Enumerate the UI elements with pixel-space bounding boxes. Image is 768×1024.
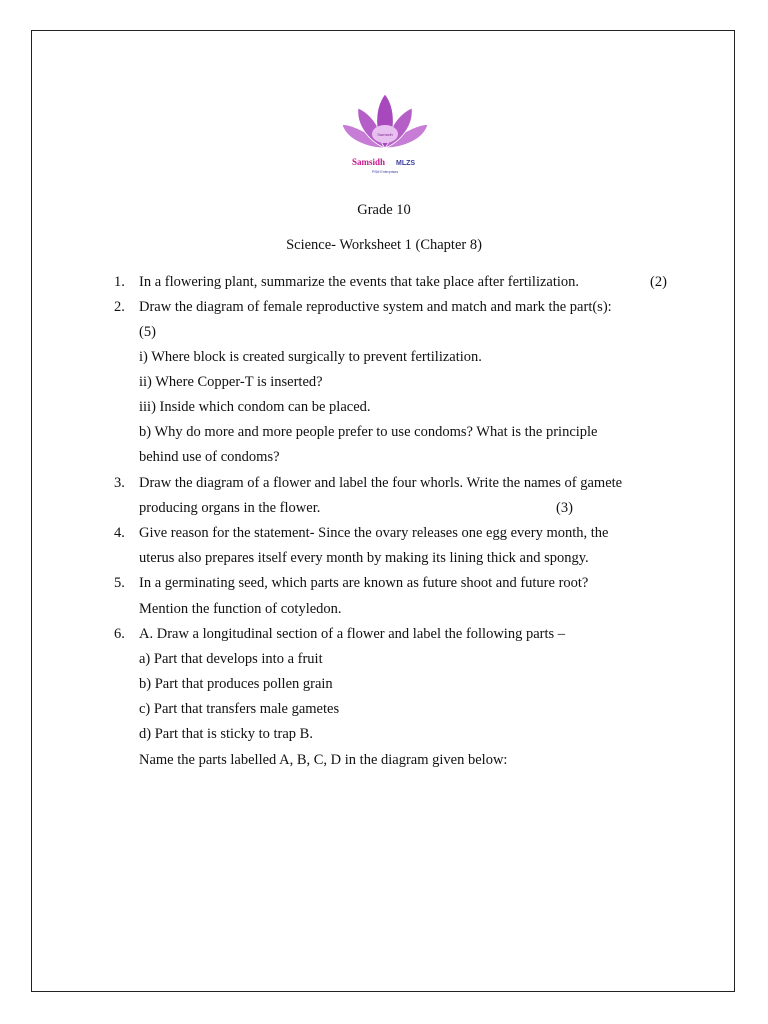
question-number: 5. <box>114 575 125 591</box>
worksheet-title: Science- Worksheet 1 (Chapter 8) <box>286 237 482 253</box>
question-text: Mention the function of cotyledon. <box>139 601 342 617</box>
grade-heading: Grade 10 <box>357 202 411 218</box>
question-subpart: iii) Inside which condom can be placed. <box>139 399 371 415</box>
question-subpart: b) Why do more and more people prefer to use condoms? What is the principle <box>139 424 598 440</box>
question-text: producing organs in the flower. <box>139 500 321 516</box>
question-text: Draw the diagram of a flower and label the four whorls. Write the names of gamete <box>139 475 623 491</box>
question-number: 2. <box>114 299 125 315</box>
question-text: A. Draw a longitudinal section of a flower and label the following parts – <box>139 626 566 642</box>
question-subpart: ii) Where Copper-T is inserted? <box>139 374 323 390</box>
question-text: In a flowering plant, summarize the events that take place after fertilization. <box>139 274 580 290</box>
question-number: 3. <box>114 475 125 491</box>
logo-brand-name: Samsidh <box>352 157 386 167</box>
school-logo <box>338 90 432 180</box>
question-number: 1. <box>114 274 125 290</box>
question-subpart: i) Where block is created surgically to prevent fertilization. <box>139 349 482 365</box>
question-subpart: d) Part that is sticky to trap B. <box>139 726 313 742</box>
question-marks: (2) <box>650 274 667 290</box>
question-number: 6. <box>114 626 125 642</box>
question-text: In a germinating seed, which parts are known as future shoot and future root? <box>139 575 589 591</box>
question-text: Draw the diagram of female reproductive system and match and mark the part(s): <box>139 299 612 315</box>
question-number: 4. <box>114 525 125 541</box>
question-marks: (3) <box>556 500 573 516</box>
question-subpart: c) Part that transfers male gametes <box>139 701 340 717</box>
question-text: uterus also prepares itself every month by making its lining thick and spongy. <box>139 550 589 566</box>
logo-center-text: Samsidh <box>377 132 393 137</box>
question-subpart: a) Part that develops into a fruit <box>139 651 323 667</box>
logo-brand-suffix: MLZS <box>396 160 416 167</box>
lotus-logo-icon <box>338 90 432 180</box>
question-text: Give reason for the statement- Since the ovary releases one egg every month, the <box>139 525 609 541</box>
question-subpart: b) Part that produces pollen grain <box>139 676 333 692</box>
question-subpart: behind use of condoms? <box>139 449 280 465</box>
logo-tagline: PSM Enterprises <box>371 170 399 174</box>
question-instruction: Name the parts labelled A, B, C, D in the diagram given below: <box>139 752 508 768</box>
question-marks: (5) <box>139 324 156 340</box>
